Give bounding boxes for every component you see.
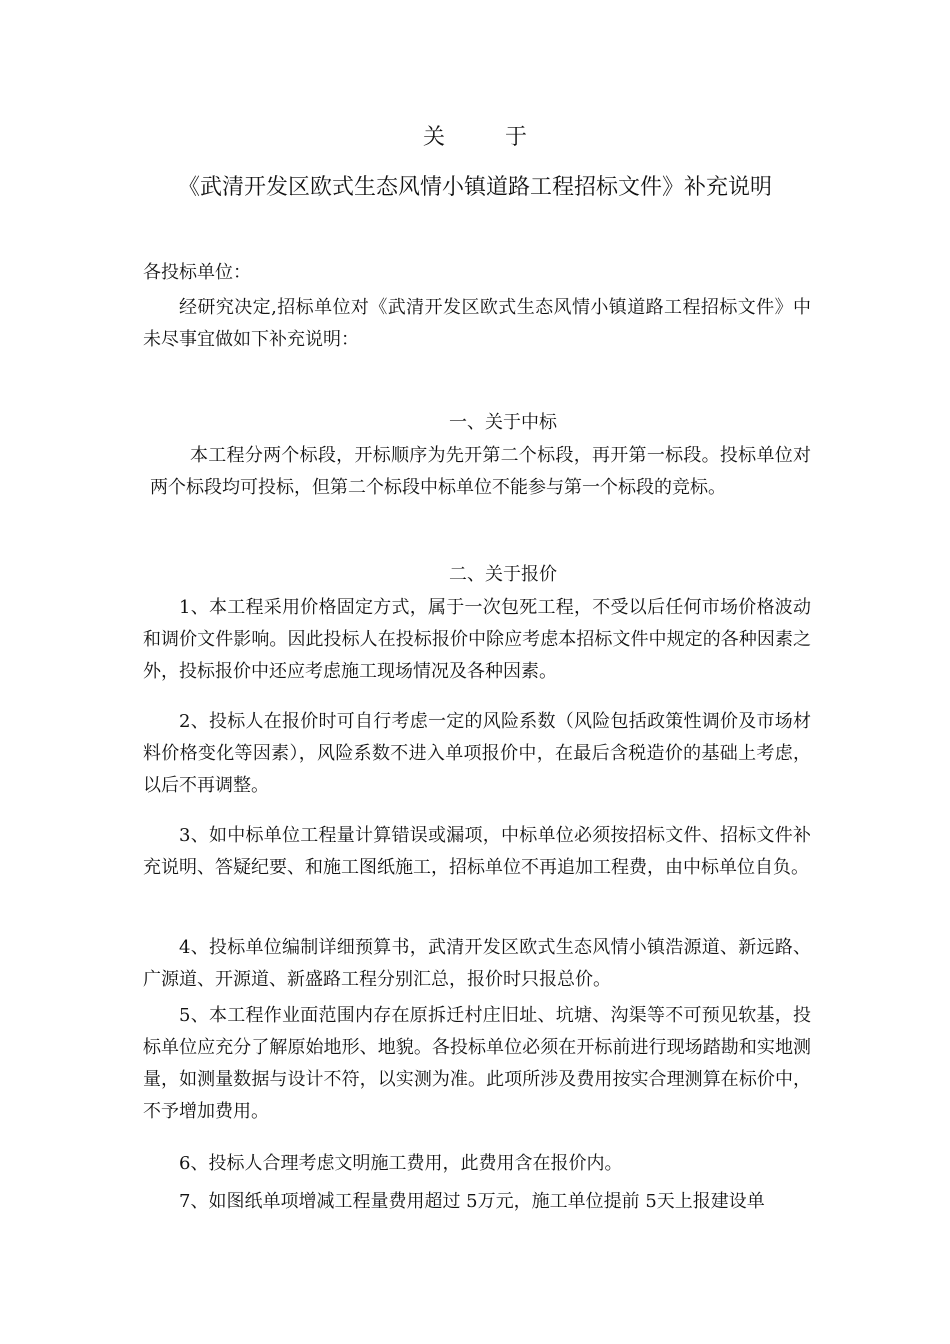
section-heading-award: 一、关于中标	[449, 412, 557, 433]
pricing-item-1: 1、本工程采用价格固定方式，属于一次包死工程，不受以后任何市场价格波动和调价文件影响。因此投标人在投标报价中除应考虑本招标文件中规定的各种因素之外，投标报价中还应考虑施工现场情况及各种因素。	[143, 597, 811, 682]
section-heading-pricing: 二、关于报价	[449, 564, 557, 585]
document-title-main: 《武清开发区欧式生态风情小镇道路工程招标文件》补充说明	[177, 175, 772, 200]
pricing-item-5: 5、本工程作业面范围内存在原拆迁村庄旧址、坑塘、沟渠等不可预见软基，投标单位应充分了解原始地形、地貌。各投标单位必须在开标前进行现场踏勘和实地测量，如测量数据与设计不符，以实测为准。此项所涉及费用按实合理测算在标价中，不予增加费用。	[143, 1005, 811, 1122]
salutation: 各投标单位：	[143, 262, 251, 283]
pricing-item-4: 4、投标单位编制详细预算书，武清开发区欧式生态风情小镇浩源道、新远路、广源道、开源道、新盛路工程分别汇总，报价时只报总价。	[143, 937, 811, 990]
pricing-item-3: 3、如中标单位工程量计算错误或漏项，中标单位必须按招标文件、招标文件补充说明、答疑纪要、和施工图纸施工，招标单位不再追加工程费，由中标单位自负。	[143, 825, 811, 878]
pricing-item-2: 2、投标人在报价时可自行考虑一定的风险系数（风险包括政策性调价及市场材料价格变化等因素），风险系数不进入单项报价中，在最后含税造价的基础上考虑，以后不再调整。	[143, 711, 811, 796]
document-title-about	[0, 120, 950, 151]
title-char-guan: 关	[422, 125, 445, 150]
pricing-item-6: 6、投标人合理考虑文明施工费用，此费用含在报价内。	[179, 1153, 623, 1174]
pricing-item-7: 7、如图纸单项增减工程量费用超过 5万元，施工单位提前 5天上报建设单	[179, 1191, 765, 1212]
intro-paragraph: 经研究决定,招标单位对《武清开发区欧式生态风情小镇道路工程招标文件》中未尽事宜做如下补充说明：	[143, 297, 811, 350]
title-char-yu: 于	[505, 125, 528, 150]
section-award-paragraph: 本工程分两个标段，开标顺序为先开第二个标段，再开第一标段。投标单位对两个标段均可投标，但第二个标段中标单位不能参与第一个标段的竞标。	[150, 445, 811, 498]
